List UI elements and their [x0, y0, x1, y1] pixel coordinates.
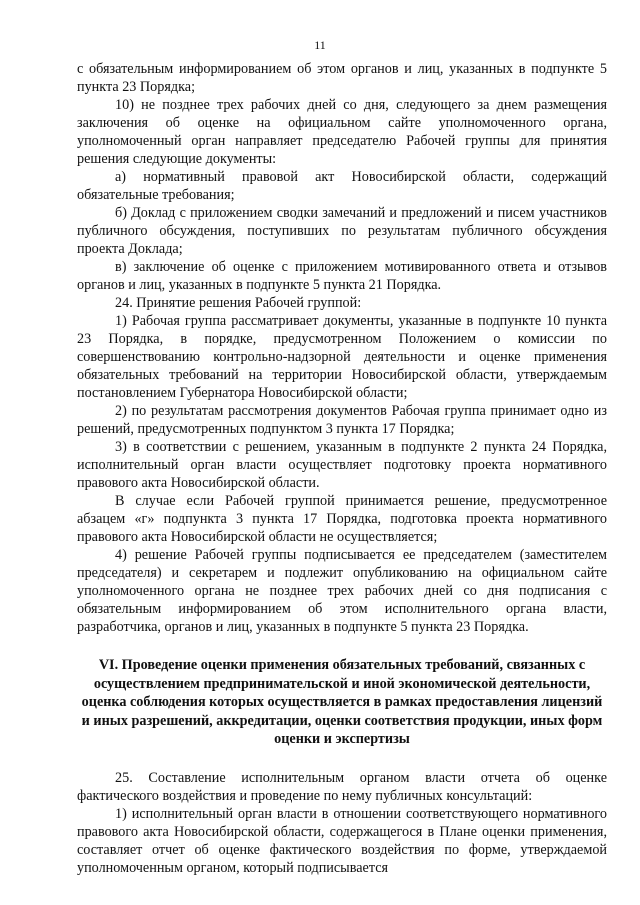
paragraph: 10) не позднее трех рабочих дней со дня, следующего за днем размещения заключения об оценке на официальном сайте уполномоченного органа, уполномоченный орган направляет председателю Рабочей группы для принятия решения следующие документы:: [77, 97, 607, 167]
paragraph: б) Доклад с приложением сводки замечаний и предложений и писем участников публичного обсуждения, поступивших по результатам публичного обсуждения проекта Доклада;: [77, 205, 607, 257]
paragraph: в) заключение об оценке с приложением мотивированного ответа и отзывов органов и лиц, указанных в подпункте 5 пункта 21 Порядка.: [77, 259, 607, 293]
paragraph: 1) исполнительный орган власти в отношении соответствующего нормативного правового акта Новосибирской области, содержащегося в Плане оценки применения, составляет отчет об оценке фактического воздействия по форме, утверждаемой уполномоченным органом, который подписывается: [77, 805, 607, 876]
paragraph: 25. Составление исполнительным органом власти отчета об оценке фактического воздействия и проведение по нему публичных консультаций:: [77, 769, 607, 804]
document-body: [77, 60, 607, 877]
paragraph: а) нормативный правовой акт Новосибирской области, содержащий обязательные требования;: [77, 169, 607, 203]
page-number: 11: [314, 38, 326, 52]
paragraph: 3) в соответствии с решением, указанным в подпункте 2 пункта 24 Порядка, исполнительный орган власти осуществляет подготовку проекта нормативного правового акта Новосибирской области.: [77, 439, 607, 491]
paragraph: 24. Принятие решения Рабочей группой:: [115, 295, 362, 311]
paragraph: 1) Рабочая группа рассматривает документы, указанные в подпункте 10 пункта 23 Порядка, в порядке, предусмотренном Положением о комиссии по совершенствованию контрольно-надзорной деятельности и оценке применения обязательных требований на территории Новосибирской области, утверждаемым постановлением Губернатора Новосибирской области;: [77, 313, 607, 401]
paragraph: В случае если Рабочей группой принимается решение, предусмотренное абзацем «г» подпункта 3 пункта 17 Порядка, подготовка проекта нормативного правового акта Новосибирской области не осуществляется;: [77, 493, 607, 545]
paragraph: с обязательным информированием об этом органов и лиц, указанных в подпункте 5 пункта 23 Порядка;: [77, 61, 607, 95]
paragraph: 4) решение Рабочей группы подписывается ее председателем (заместителем председателя) и секретарем и подлежит опубликованию на официальном сайте уполномоченного органа не позднее трех рабочих дней со дня подписания с обязательным информированием об этом исполнительного органа власти, разработчика, органов и лиц, указанных в подпункте 5 пункта 23 Порядка.: [77, 547, 607, 635]
paragraph: 2) по результатам рассмотрения документов Рабочая группа принимает одно из решений, предусмотренных подпунктом 3 пункта 17 Порядка;: [77, 403, 607, 437]
section-heading: VI. Проведение оценки применения обязательных требований, связанных с осуществлением предпринимательской и иной экономической деятельности, оценка соблюдения которых осуществляется в рамках предоставления лицензий и иных разрешений, аккредитации, оценки соответствия продукции, иных форм оценки и экспертизы: [81, 657, 603, 747]
